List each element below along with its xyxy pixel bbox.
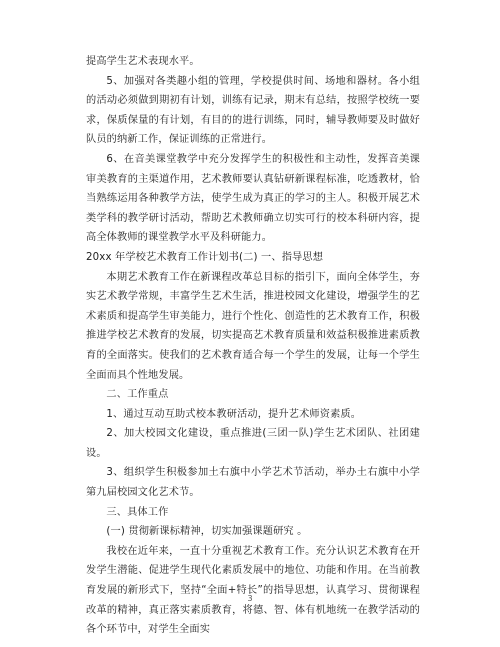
focus-item-3: 3、组织学生积极参加土右旗中小学艺术节活动，举办土右旗中小学第九届校园文化艺术节。 <box>86 467 420 499</box>
paragraph-art-education: 我校在近年来，一直十分重视艺术教育工作。充分认识艺术教育在开发学生潜能、促进学生现代化素质发展中的地位、功能和作用。在当前教育发展的新形式下，坚持“全面+特长”的指导思想，认真学习、贯彻课程改革的精神，真正落实素质教育，将德、智、体有机地统一在教学活动的各个环节中，对学生全面实 <box>86 545 420 636</box>
paragraph-item-5: 5、加强对各类趣小组的管理，学校提供时间、场地和器材。各小组的活动必须做到期初有计划，训练有记录，期末有总结，按照学校统一要求，保质保量的有计划，有目的的进行训练，同时，辅导教师要及时做好队员的纳新工作，保证训练的正常进行。 <box>86 75 420 146</box>
document-body <box>86 52 420 640</box>
focus-item-2: 2、加大校园文化建设，重点推进(三团一队)学生艺术团队、社团建设。 <box>86 428 420 459</box>
heading-specific-work: 三、具体工作 <box>106 506 169 518</box>
page-number: 3 <box>247 594 253 603</box>
paragraph-guiding-idea: 本期艺术教育工作在新课程改革总目标的指引下，面向全体学生，夯实艺术教学常规，丰富学生艺术生活，推进校园文化建设，增强学生的艺术素质和提高学生审美能力，进行个性化、创造性的艺术教育工作，积极推进学校艺术教育的发展，切实提高艺术教育质量和效益积极推进素质教育的全面落实。使我们的艺术教育适合每一个学生的发展，让每一个学生全面而具个性地发展。 <box>86 271 420 381</box>
paragraph-continuation: 提高学生艺术表现水平。 <box>86 56 200 67</box>
section-title: 20xx 年学校艺术教育工作计划书(二) 一、指导思想 <box>86 251 324 263</box>
paragraph-item-6: 6、在音美课堂教学中充分发挥学生的积极性和主动性，发挥音美课审美教育的主渠道作用，艺术教师要认真钻研新课程标准，吃透教材，恰当熟练运用各种教学方法，使学生成为真正的学习的主人。积极开展艺术类学科的教学研讨活动，帮助艺术教师确立切实可行的校本科研内容，提高全体教师的课堂教学水平及科研能力。 <box>86 153 420 244</box>
focus-item-1: 1、通过互动互助式校本教研活动，提升艺术师资素质。 <box>106 408 362 420</box>
heading-work-focus: 二、工作重点 <box>106 389 169 401</box>
subheading-curriculum: (一) 贯彻新课标精神，切实加强课题研究 。 <box>106 526 308 538</box>
